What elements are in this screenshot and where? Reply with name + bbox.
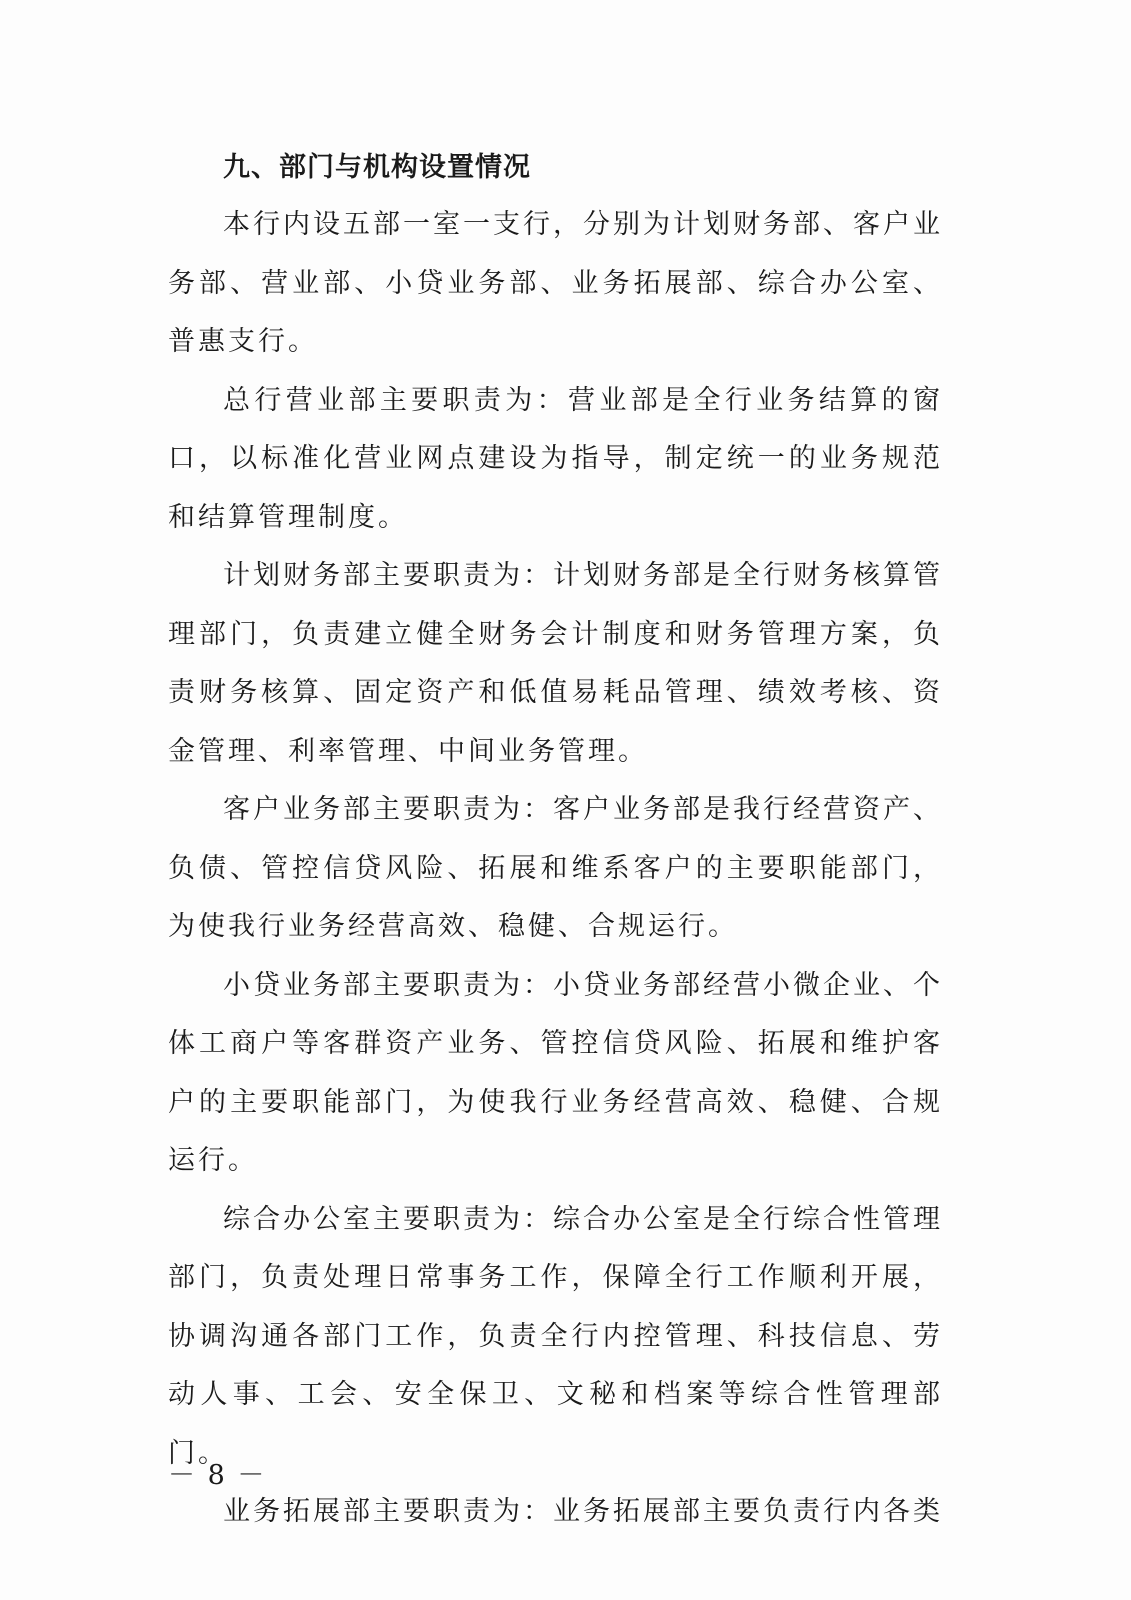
page-number: － 8 － — [168, 1460, 267, 1491]
section-heading: 九、部门与机构设置情况 — [223, 152, 531, 183]
paragraph-general-office: 综合办公室主要职责为：综合办公室是全行综合性管理部门，负责处理日常事务工作，保障全行工作顺利开展，协调沟通各部门工作，负责全行内控管理、科技信息、劳动人事、工会、安全保卫、文秘和档案等综合性管理部门。 — [168, 1203, 943, 1469]
paragraph-customer-department: 客户业务部主要职责为：客户业务部是我行经营资产、负债、管控信贷风险、拓展和维系客户的主要职能部门，为使我行业务经营高效、稳健、合规运行。 — [168, 794, 943, 942]
paragraph-microloan-department: 小贷业务部主要职责为：小贷业务部经营小微企业、个体工商户等客群资产业务、管控信贷风险、拓展和维护客户的主要职能部门，为使我行业务经营高效、稳健、合规运行。 — [168, 969, 943, 1176]
paragraph-business-development: 业务拓展部主要职责为：业务拓展部主要负责行内各类 — [223, 1496, 943, 1527]
paragraph-business-department: 总行营业部主要职责为：营业部是全行业务结算的窗口，以标准化营业网点建设为指导，制定统一的业务规范和结算管理制度。 — [168, 384, 943, 533]
paragraph-finance-department: 计划财务部主要职责为：计划财务部是全行财务核算管理部门，负责建立健全财务会计制度和财务管理方案，负责财务核算、固定资产和低值易耗品管理、绩效考核、资金管理、利率管理、中间业务管理。 — [168, 560, 943, 767]
paragraph-departments: 本行内设五部一室一支行，分别为计划财务部、客户业务部、营业部、小贷业务部、业务拓展部、综合办公室、普惠支行。 — [168, 209, 943, 357]
document-body — [168, 140, 943, 1542]
